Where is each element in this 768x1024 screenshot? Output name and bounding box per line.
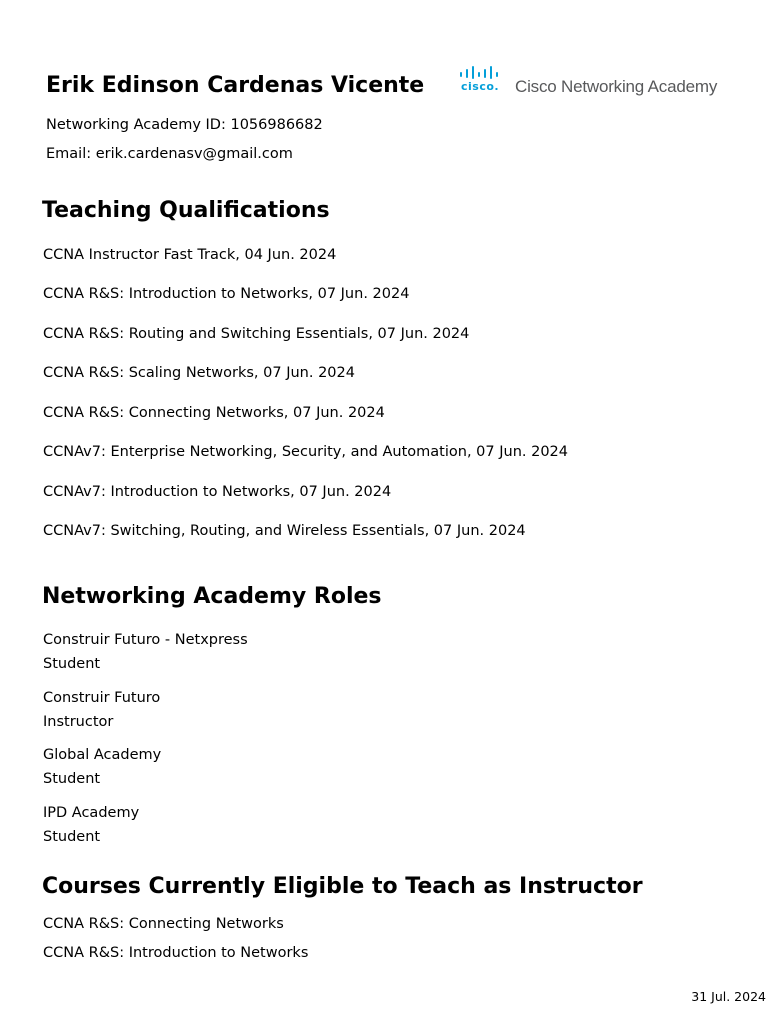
qualification-item: CCNAv7: Enterprise Networking, Security, and Automation, 07 Jun. 2024 bbox=[43, 444, 569, 460]
email: Email: erik.cardenasv@gmail.com bbox=[46, 146, 293, 162]
document-date: 31 Jul. 2024 bbox=[691, 989, 766, 1004]
eligible-course-item: CCNA R&S: Introduction to Networks bbox=[43, 945, 309, 961]
qualification-item: CCNAv7: Introduction to Networks, 07 Jun. 2024 bbox=[43, 484, 392, 500]
qualification-item: CCNA R&S: Routing and Switching Essentials, 07 Jun. 2024 bbox=[43, 326, 470, 342]
qualification-item: CCNA Instructor Fast Track, 04 Jun. 2024 bbox=[43, 247, 337, 263]
role-academy: Construir Futuro bbox=[43, 690, 161, 706]
academy-id: Networking Academy ID: 1056986682 bbox=[46, 117, 323, 133]
role-type: Student bbox=[43, 656, 101, 672]
qualification-item: CCNA R&S: Introduction to Networks, 07 Jun. 2024 bbox=[43, 286, 410, 302]
teaching-qualifications-heading: Teaching Qualifications bbox=[42, 198, 330, 223]
eligible-course-item: CCNA R&S: Connecting Networks bbox=[43, 916, 284, 932]
qualification-item: CCNA R&S: Connecting Networks, 07 Jun. 2024 bbox=[43, 405, 385, 421]
cisco-bars-icon bbox=[458, 66, 506, 80]
qualification-item: CCNAv7: Switching, Routing, and Wireless Essentials, 07 Jun. 2024 bbox=[43, 523, 526, 539]
role-type: Student bbox=[43, 771, 101, 787]
role-academy: IPD Academy bbox=[43, 805, 140, 821]
role-academy: Construir Futuro - Netxpress bbox=[43, 632, 248, 648]
role-item bbox=[43, 628, 248, 676]
eligible-courses-heading: Courses Currently Eligible to Teach as Instructor bbox=[42, 874, 643, 899]
role-item bbox=[43, 801, 139, 849]
qualification-item: CCNA R&S: Scaling Networks, 07 Jun. 2024 bbox=[43, 365, 355, 381]
role-type: Instructor bbox=[43, 714, 114, 730]
role-item bbox=[43, 686, 160, 734]
logo-text: Cisco Networking Academy bbox=[515, 77, 718, 96]
cisco-wordmark: cisco. bbox=[461, 80, 500, 93]
role-academy: Global Academy bbox=[43, 747, 162, 763]
roles-heading: Networking Academy Roles bbox=[42, 584, 382, 609]
person-name: Erik Edinson Cardenas Vicente bbox=[46, 73, 425, 98]
cisco-networking-academy-logo bbox=[458, 66, 718, 106]
role-item bbox=[43, 743, 161, 791]
role-type: Student bbox=[43, 829, 101, 845]
